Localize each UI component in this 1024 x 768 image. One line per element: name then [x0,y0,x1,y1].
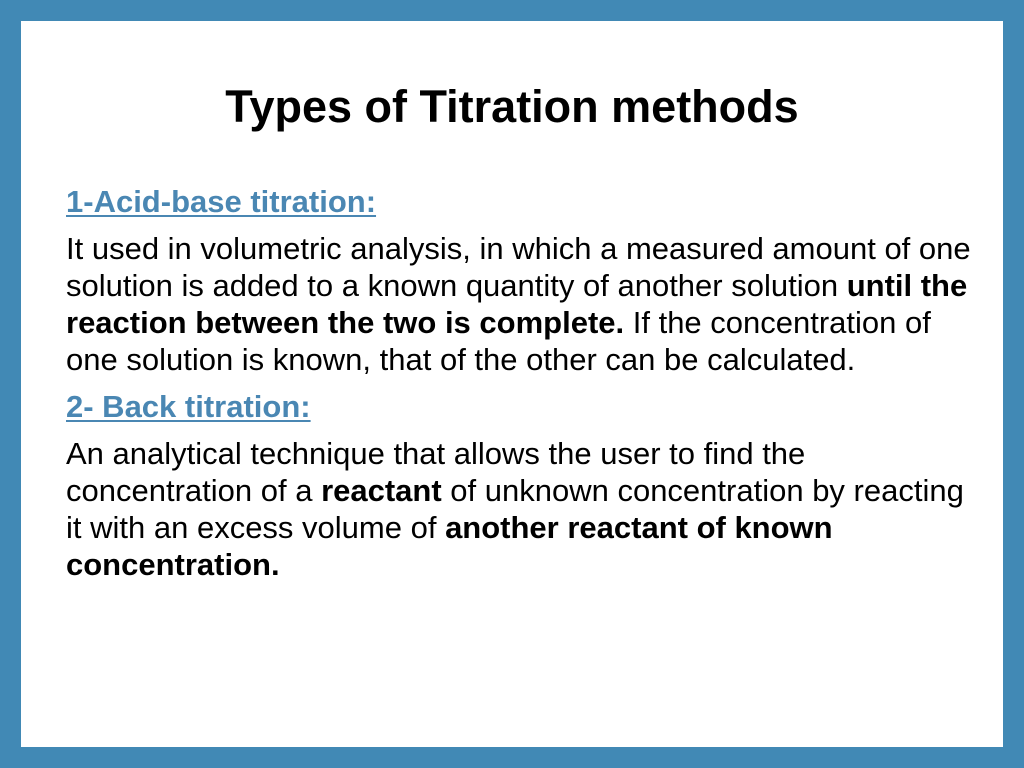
section-1-paragraph [66,230,986,378]
section-2-heading: 2- Back titration: [66,389,311,424]
section-2-paragraph [66,435,986,583]
section-1-text-bold: until the reaction between the two is complete. [66,268,968,340]
slide [21,21,1003,747]
section-1-text-before: It used in volumetric analysis, in which a measured amount of one solution is added to a known quantity of another solution [66,231,971,303]
section-1-heading: 1-Acid-base titration: [66,184,377,219]
slide-title: Types of Titration methods [225,81,799,132]
section-2-text-before: An analytical technique that allows the user to find the concentration of a [66,436,806,508]
slide-content [66,183,986,593]
section-2-text-middle: of unknown concentration by reacting it with an excess volume of [66,473,964,545]
section-2-text-bold-reactant: reactant [321,473,442,508]
section-2-heading-block [66,388,986,425]
section-1-text-after: If the concentration of one solution is known, that of the other can be calculated. [66,305,931,377]
section-1-heading-block [66,183,986,220]
section-2-text-bold-known: another reactant of known concentration. [66,510,833,582]
